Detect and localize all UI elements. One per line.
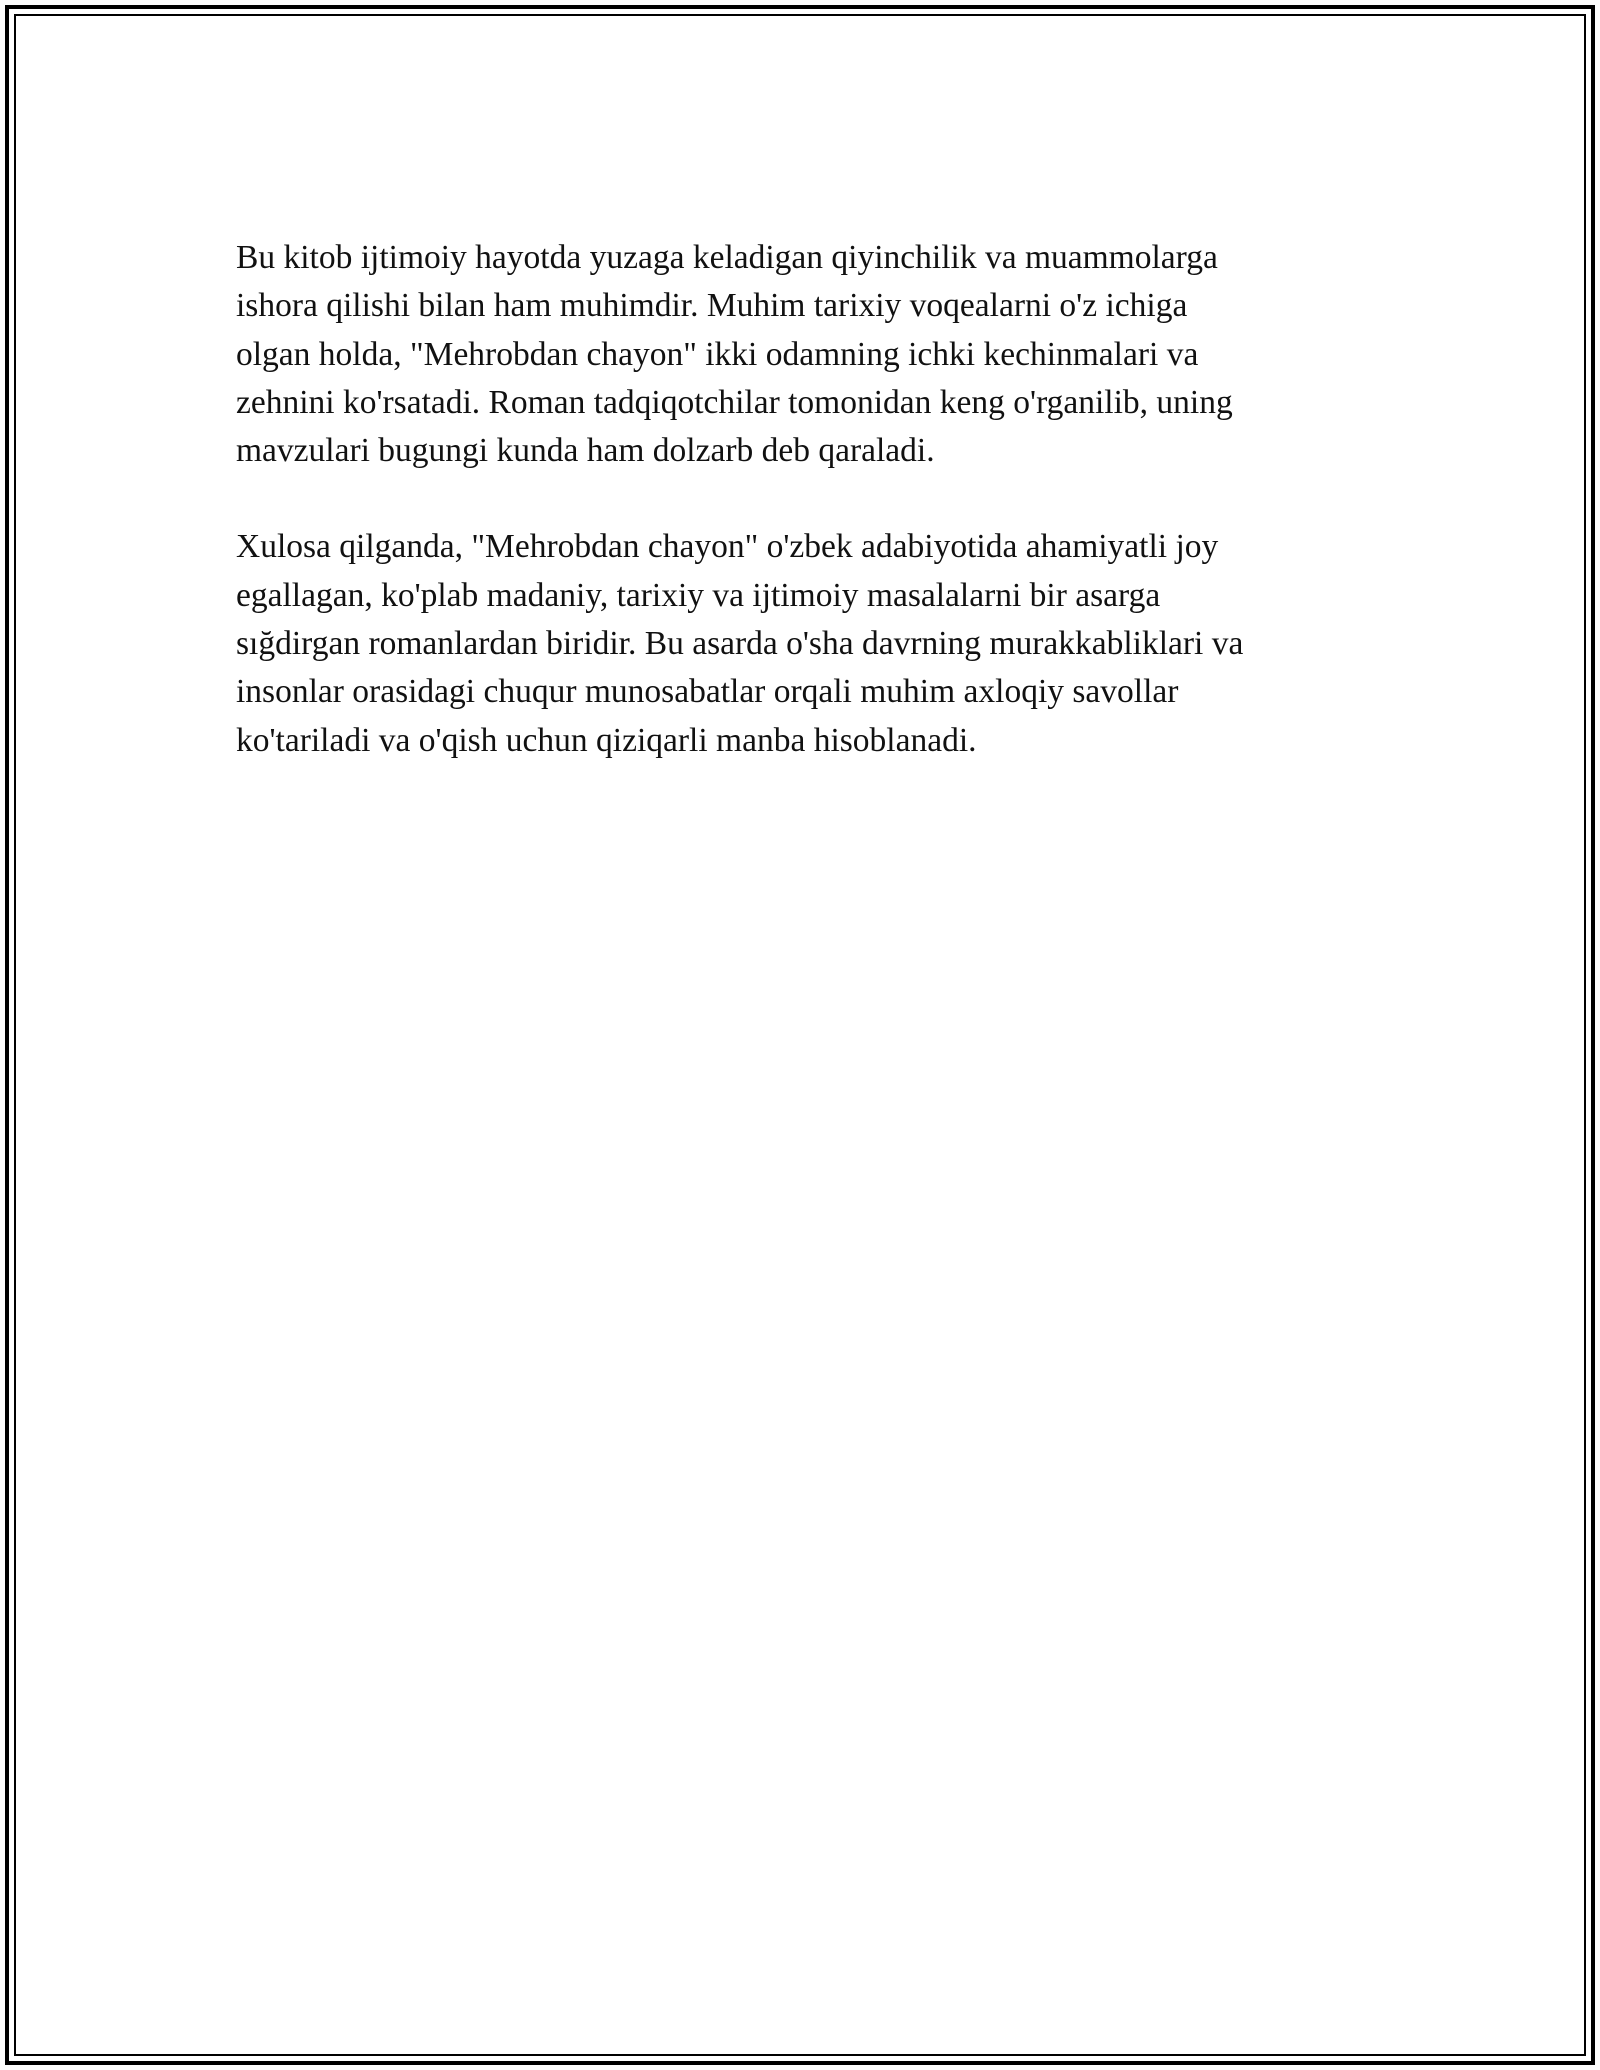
paragraph-2 [236, 523, 1366, 764]
text-line: Xulosa qilganda, "Mehrobdan chayon" o'zbek adabiyotida ahamiyatli joy [236, 528, 1219, 566]
document-body [236, 234, 1366, 765]
text-line: insonlar orasidagi chuqur munosabatlar orqali muhim axloqiy savollar [236, 673, 1179, 711]
text-line: ko'tariladi va o'qish uchun qiziqarli manba hisoblanadi. [236, 721, 977, 759]
text-line: zehnini ko'rsatadi. Roman tadqiqotchilar tomonidan keng o'rganilib, uning [236, 383, 1233, 421]
text-line: Bu kitob ijtimoiy hayotda yuzaga keladigan qiyinchilik va muammolarga [236, 239, 1218, 276]
text-line: sığdirgan romanlardan biridir. Bu asarda o'sha davrning murakkabliklari va [236, 625, 1244, 663]
text-line: ishora qilishi bilan ham muhimdir. Muhim tarixiy voqealarni o'z ichiga [236, 287, 1188, 325]
text-line: olgan holda, "Mehrobdan chayon" ikki odamning ichki kechinmalari va [236, 335, 1199, 373]
paragraph-1 [236, 234, 1366, 475]
text-line: mavzulari bugungi kunda ham dolzarb deb qaraladi. [236, 432, 935, 470]
text-line: egallagan, ko'plab madaniy, tarixiy va ijtimoiy masalalarni bir asarga [236, 576, 1161, 614]
